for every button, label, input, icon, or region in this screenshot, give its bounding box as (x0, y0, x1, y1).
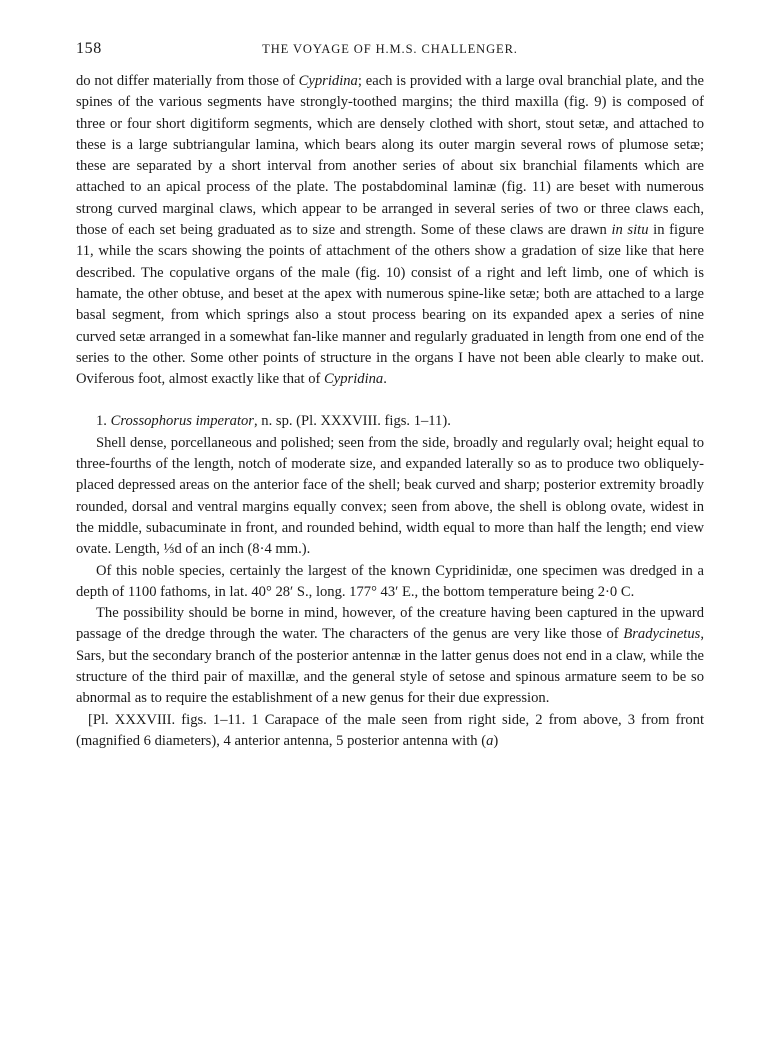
text-run: do not differ materially from those of (76, 73, 299, 89)
paragraph-locality: Of this noble species, certainly the largest of the known Cypridinidæ, one specimen was dredged in a depth of 1100 fathoms, in lat. 40° 28′ S., long. 177° 43′ E., the bottom temperature being 2·0 C. (76, 562, 704, 600)
plate-explanation (76, 710, 704, 753)
text-run: ; each is provided with a large oval branchial plate, and the spines of the various segments have strongly-toothed margins; the third maxilla (fig. 9) is composed of three or four short digitiform segments, which are densely clothed with short, stout setæ, and attached to these is a large subtriangular lamina, which bears along its outer margin several rows of plumose setæ; these are separated by a short interval from another series of about six branchial filaments which are attached to an apical process of the plate. The postabdominal laminæ (fig. 11) are beset with numerous strong curved marginal claws, which appear to be arranged in several series of two or three claws each, those of each set being graduated as to size and strength. Some of these claws are drawn (76, 73, 704, 239)
species-description: Shell dense, porcellaneous and polished; seen from the side, broadly and regularly oval; height equal to three-fourths of the length, notch of moderate size, and expanded laterally so as to produce two obliquely-placed depressed areas on the anterior face of the shell; beak curved and sharp; posterior extremity broadly rounded, dorsal and ventral margins equally convex; seen from above, the shell is oblong ovate, widest in the middle, subacuminate in front, and rounded behind, width equal to more than half the length; end view ovate. Length, ⅓d of an inch (8·4 mm.). (76, 434, 704, 558)
genus-name: Cypridina (324, 371, 384, 388)
page-number: 158 (76, 40, 102, 57)
paragraph-remarks (76, 603, 704, 709)
species-name: Crossophorus imperator (110, 413, 254, 430)
running-head (76, 40, 704, 62)
page (76, 40, 704, 752)
paragraph-continuation (76, 71, 704, 390)
species-heading (76, 411, 704, 432)
text-run: [Pl. XXXVIII. figs. 1–11. 1 Carapace of the male seen from right side, 2 from above, 3 from front (magnified 6 diameters), 4 anterior antenna, 5 posterior antenna with ( (76, 711, 704, 749)
latin-term: in situ (611, 222, 649, 239)
running-title: THE VOYAGE OF H.M.S. CHALLENGER. (262, 42, 518, 56)
plate-reference: , n. sp. (Pl. XXXVIII. figs. 1–11). (254, 413, 451, 430)
text-run: , Sars, but the secondary branch of the posterior antennæ in the latter genus does not end in a claw, while the structure of the third pair of maxillæ, and the general style of setose and spinous armature seem to be so abnormal as to require the establishment of a new genus for their due expression. (76, 626, 704, 707)
genus-name: Bradycinetus (623, 626, 701, 643)
genus-name: Cypridina (298, 73, 358, 89)
figure-letter: a (486, 732, 494, 749)
species-number: 1. (96, 413, 111, 430)
text-run: in figure 11, while the scars showing the points of attachment of the others show a gradation of size like that here described. The copulative organs of the male (fig. 10) consist of a right and left limb, one of which is hamate, the other obtuse, and beset at the apex with numerous spine-like setæ; both are attached to a large basal segment, from which springs also a stout process bearing on its expanded apex a series of nine curved setæ arranged in a somewhat fan-like manner and regularly graduated in length from one end of the series to the other. Some other points of structure in the organs I have not been able clearly to make out. Oviferous foot, almost exactly like that of (76, 222, 704, 388)
text-run: The possibility should be borne in mind, however, of the creature having been captured in the upward passage of the dredge through the water. The characters of the genus are very like those of (76, 605, 704, 643)
text-run: ) (493, 732, 499, 749)
text-run: . (383, 371, 387, 388)
